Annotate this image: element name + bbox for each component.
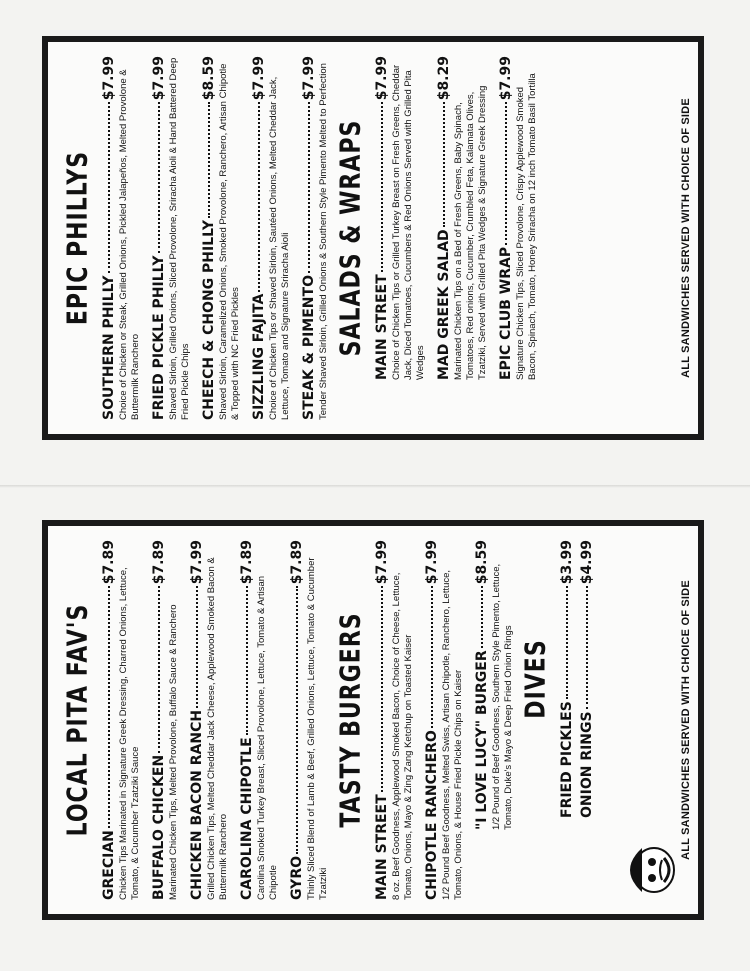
item-description: 1/2 Pound Beef Goodness, Melted Swiss, Artisan Chipotle, Ranchero, Lettuce, Tomato, Onions, & House Fried Pickle Chips on Kaiser xyxy=(441,569,464,900)
item-price: $7.99 xyxy=(151,56,167,101)
item-description: Chicken Tips Marinated in Signature Greek Dressing, Charred Onions, Lettuce, Tomato, & Cucumber Tzatziki Sauce xyxy=(118,567,141,900)
item-name: CHEECH & CHONG PHILLY xyxy=(201,219,217,420)
item-name: STEAK & PIMENTO xyxy=(301,275,317,420)
item-name: ONION RINGS xyxy=(579,711,595,818)
menu-item xyxy=(189,540,230,900)
item-description: Carolina Smoked Turkey Breast, Sliced Provolone, Lettuce, Tomato & Artisan Chipotle xyxy=(256,575,279,900)
item-description: Choice of Chicken Tips or Grilled Turkey Breast on Fresh Greens, Cheddar Jack, Diced Tomatoes, Cucumbers & Red Onions Served with Grilled Pita Wedges xyxy=(391,64,426,380)
epic-phillys-title: EPIC PHILLYS xyxy=(62,150,95,326)
menu-item xyxy=(101,56,142,420)
menu-item xyxy=(251,56,292,420)
item-price: $7.99 xyxy=(101,56,117,101)
item-name: MAIN STREET xyxy=(374,274,390,380)
menu-item xyxy=(559,540,575,818)
item-description: Signature Chicken Tips, Sliced Provolone, Crispy Applewood Smoked Bacon, Spinach, Tomato, Honey Sriracha on 12 inch Tomato Basil Tortilla xyxy=(515,73,538,380)
menu-item xyxy=(151,540,180,900)
menu-item xyxy=(436,56,489,380)
item-name: SOUTHERN PHILLY xyxy=(101,275,117,420)
item-name: CAROLINA CHIPOTLE xyxy=(239,737,255,900)
menu-item xyxy=(579,540,595,818)
item-price: $7.99 xyxy=(301,56,317,101)
item-name: FRIED PICKLE PHILLY xyxy=(151,255,167,420)
item-description: Marinated Chicken Tips on a Bed of Fresh Greens, Baby Spinach, Tomatoes, Red onions, Cucumber, Crumbled Feta, Kalamata Olives, Tzatziki, Served with Grilled Pita Wedges & Signature Greek Dressing xyxy=(453,85,488,380)
sides-footer: ALL SANDWICHES SERVED WITH CHOICE OF SIDE xyxy=(680,580,692,860)
item-price: $7.99 xyxy=(374,540,390,585)
item-name: GRECIAN xyxy=(101,830,117,900)
item-description: Choice of Chicken Tips or Shaved Sirloin, Sautéed Onions, Melted Cheddar Jack, Lettuce, Tomato and Signature Sriracha Aioli xyxy=(268,76,291,420)
menu-panel-top xyxy=(42,36,704,440)
menu-item xyxy=(201,56,242,420)
item-price: $7.99 xyxy=(189,540,205,585)
item-price: $7.99 xyxy=(374,56,390,101)
item-price: $4.99 xyxy=(579,540,595,585)
chef-mascot-icon xyxy=(620,830,680,910)
item-name: FRIED PICKLES xyxy=(559,701,575,818)
menu-panel-bottom xyxy=(42,520,704,920)
menu-item xyxy=(474,540,515,900)
item-name: EPIC CLUB WRAP xyxy=(498,246,514,380)
item-price: $8.59 xyxy=(201,56,217,101)
item-description: Shaved Sirloin, Caramelized Onions, Smoked Provolone, Ranchero, Artisan Chipotle & Topped with NC Fried Pickles xyxy=(218,63,241,420)
item-name: "I LOVE LUCY" BURGER xyxy=(474,650,490,830)
item-price: $7.99 xyxy=(251,56,267,101)
item-name: MAD GREEK SALAD xyxy=(436,229,452,380)
menu-item xyxy=(424,540,465,900)
dives-title: DIVES xyxy=(520,639,553,719)
item-name: MAIN STREET xyxy=(374,794,390,900)
item-price: $7.89 xyxy=(239,540,255,585)
item-description: Shaved Sirloin, Grilled Onions, Sliced Provolone, Sriracha Aioli & Hand Battered Deep Fried Pickle Chips xyxy=(168,57,191,420)
item-price: $8.59 xyxy=(474,540,490,585)
menu-item xyxy=(498,56,539,380)
menu-item xyxy=(239,540,280,900)
item-price: $3.99 xyxy=(559,540,575,585)
item-name: CHICKEN BACON RANCH xyxy=(189,709,205,900)
item-description: Choice of Chicken or Steak, Grilled Onions, Pickled Jalapeños, Melted Provolone & Buttermilk Ranchero xyxy=(118,69,141,420)
item-description: 1/2 Pound of Beef Goodness, Southern Style Pimento, Lettuce, Tomato, Duke's Mayo & Deep Fried Onion Rings xyxy=(491,563,514,830)
salads-wraps-title: SALADS & WRAPS xyxy=(335,119,368,357)
item-description: Tender Shaved Sirloin, Grilled Onions & Southern Style Pimento Melted to Perfection xyxy=(318,63,329,420)
menu-item xyxy=(301,56,330,420)
item-price: $7.89 xyxy=(289,540,305,585)
tasty-burgers-title: TASTY BURGERS xyxy=(335,612,368,828)
item-price: $7.89 xyxy=(151,540,167,585)
item-name: SIZZLING FAJITA xyxy=(251,293,267,420)
item-name: CHIPOTLE RANCHERO xyxy=(424,730,440,900)
menu-item xyxy=(374,540,415,900)
menu-item xyxy=(101,540,142,900)
item-description: 8 oz. Beef Goodness, Applewood Smoked Bacon, Choice of Cheese, Lettuce, Tomato, Onions, Mayo & Zing Zang Ketchup on Toasted Kaiser xyxy=(391,572,414,900)
item-price: $7.99 xyxy=(424,540,440,585)
item-name: BUFFALO CHICKEN xyxy=(151,754,167,900)
item-description: Marinated Chicken Tips, Melted Provolone, Buffalo Sauce & Ranchero xyxy=(168,604,179,900)
menu-item xyxy=(151,56,192,420)
item-price: $7.89 xyxy=(101,540,117,585)
item-description: Thinly Sliced Blend of Lamb & Beef, Grilled Onions, Lettuce, Tomato & Cucumber Tzatziki xyxy=(306,557,329,900)
sides-footer: ALL SANDWICHES SERVED WITH CHOICE OF SIDE xyxy=(680,98,692,378)
page-fold xyxy=(0,485,750,488)
item-description: Grilled Chicken Tips, Melted Cheddar Jack Cheese, Applewood Smoked Bacon & Buttermilk Ranchero xyxy=(206,557,229,900)
item-name: GYRO xyxy=(289,855,305,900)
item-price: $7.99 xyxy=(498,56,514,101)
menu-item xyxy=(374,56,427,380)
menu-item xyxy=(289,540,330,900)
item-price: $8.29 xyxy=(436,56,452,101)
local-pita-title: LOCAL PITA FAV'S xyxy=(62,603,95,837)
